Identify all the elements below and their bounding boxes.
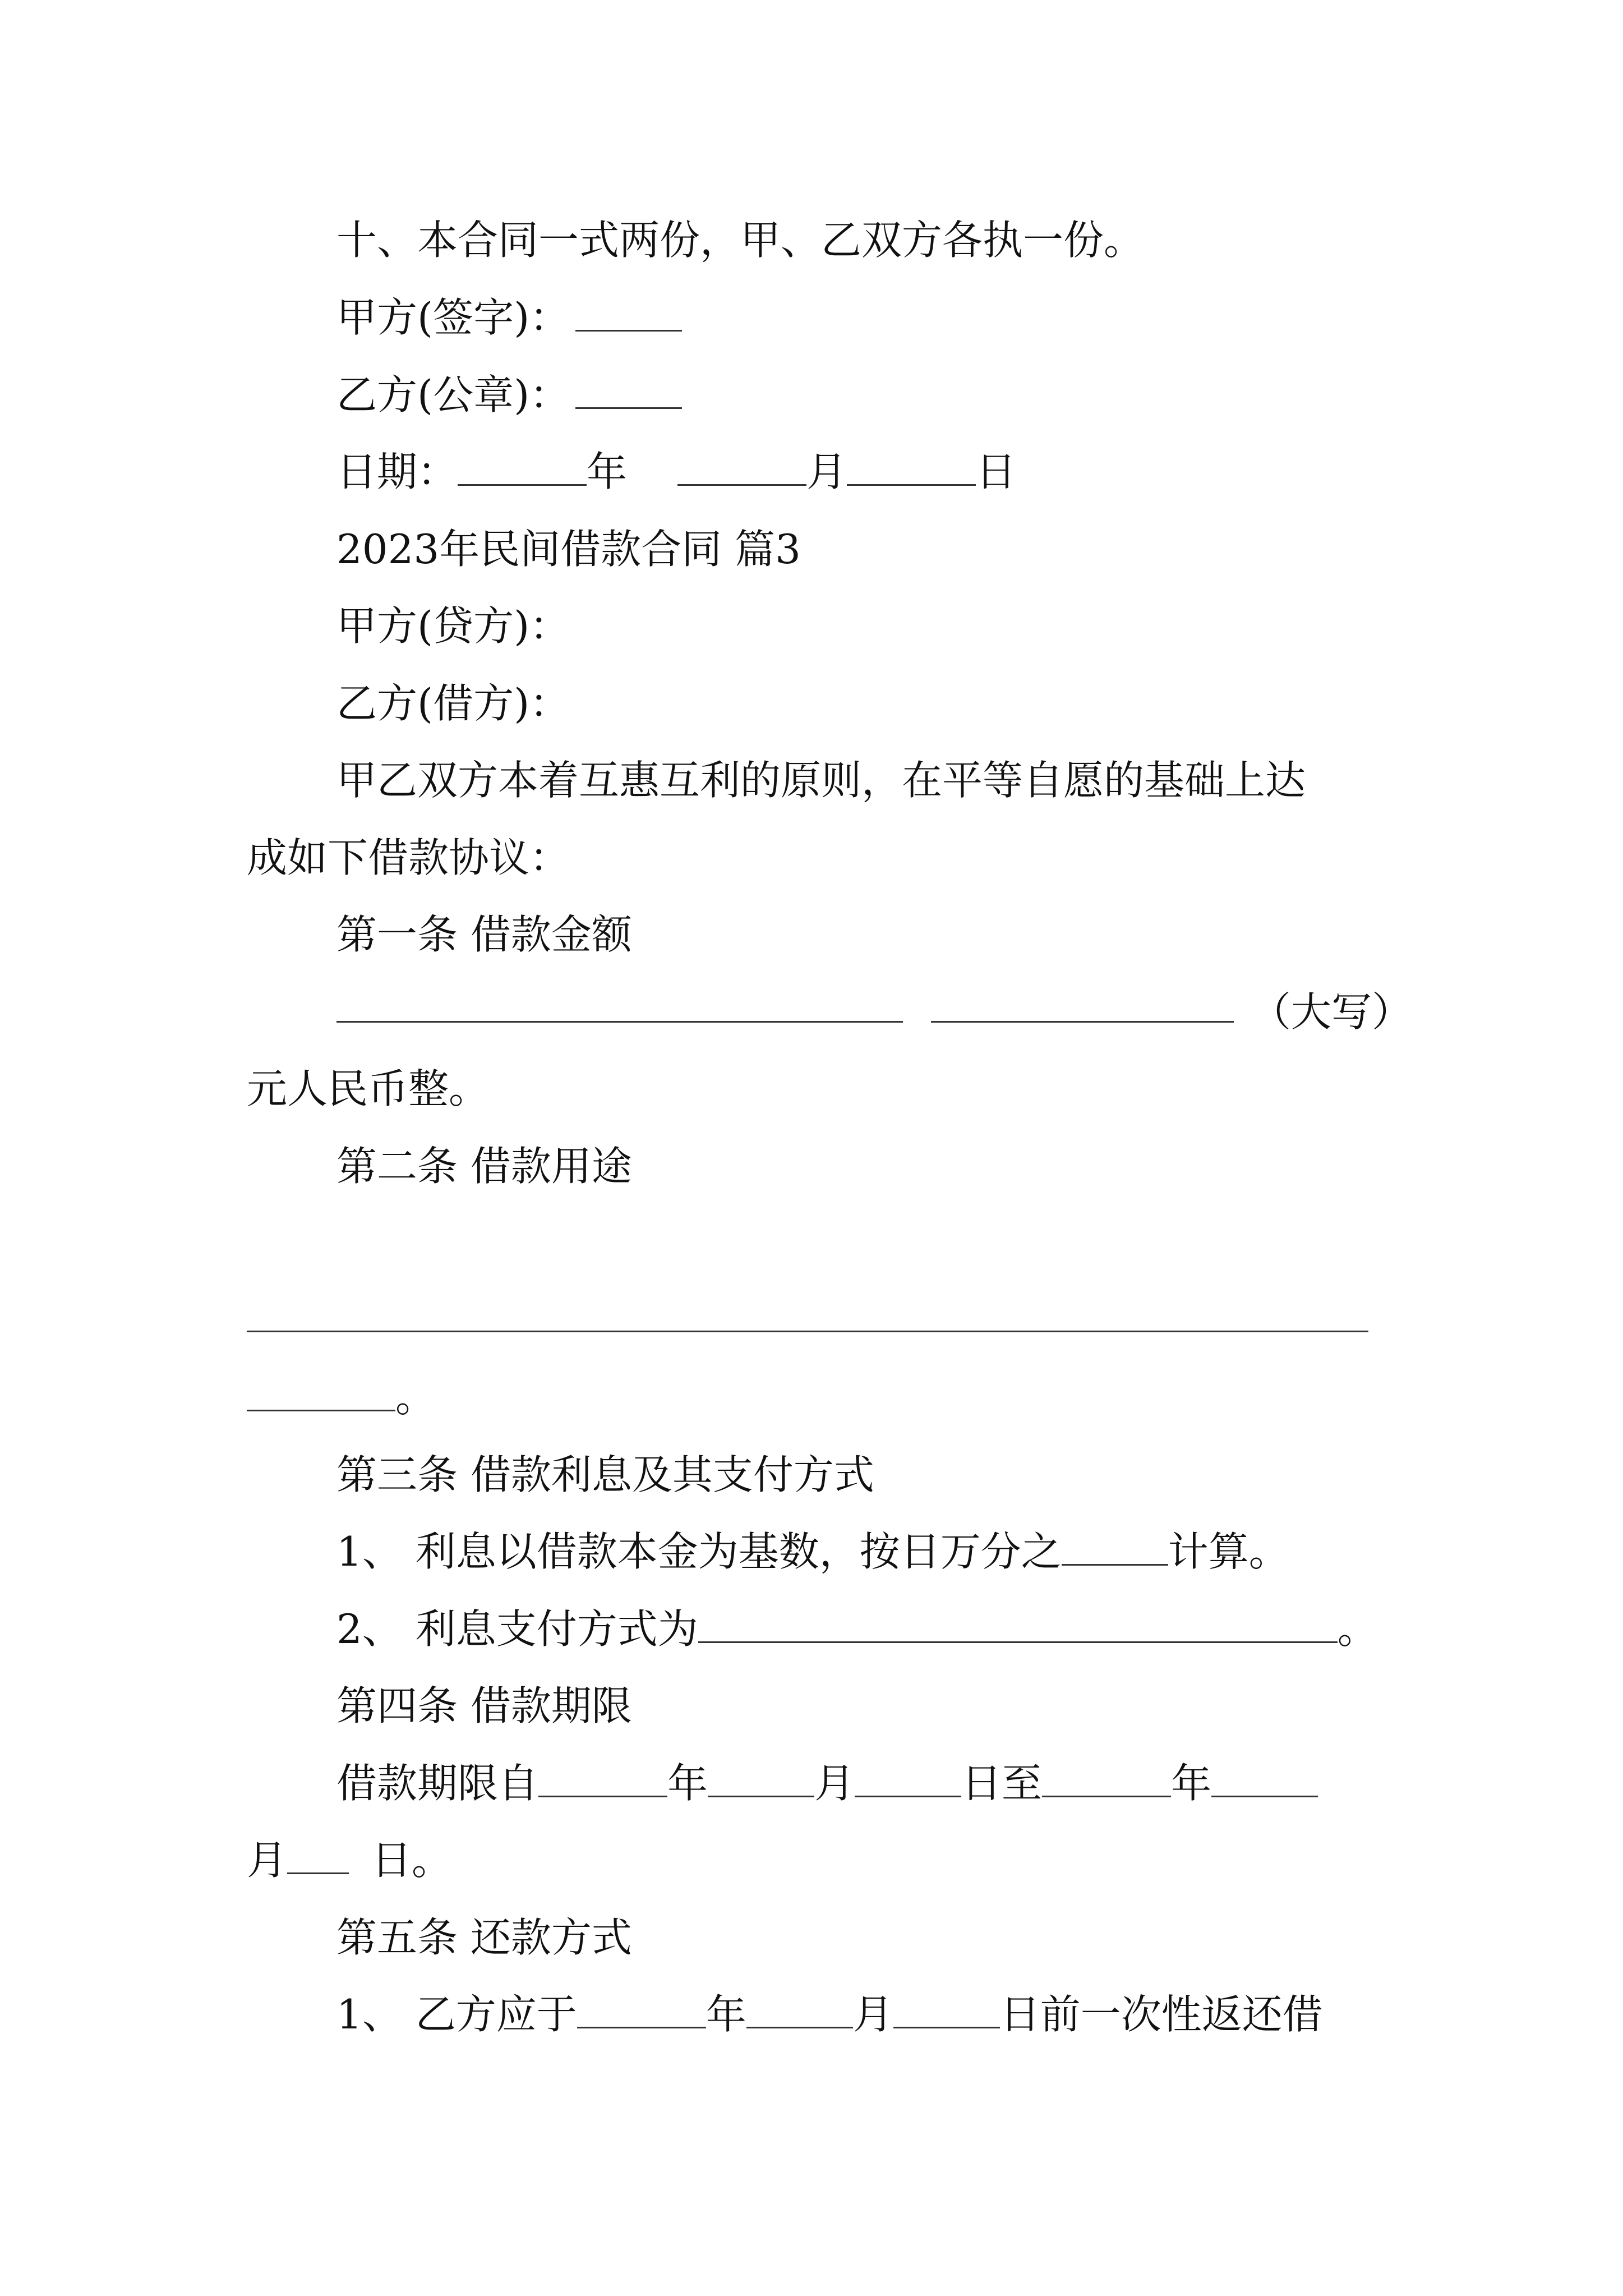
- borrower-line: [336, 677, 570, 730]
- repay-month-unit: 月: [852, 1991, 893, 2038]
- term-start-month-blank[interactable]: [708, 1761, 814, 1797]
- term-start-year-unit: 年: [667, 1760, 708, 1807]
- interest-rate-line: [336, 1525, 1289, 1579]
- article-three-text: 第三条 借款利息及其支付方式: [336, 1451, 874, 1498]
- term-end-year-unit: 年: [1171, 1760, 1212, 1807]
- interest-payment-text: 2、 利息支付方式为: [336, 1605, 698, 1653]
- date-year-blank[interactable]: [458, 449, 587, 486]
- clause-ten-text: 十、本合同一式两份，甲、乙双方各执一份。: [336, 217, 1145, 264]
- contract-title: [336, 522, 801, 576]
- interest-payment-blank[interactable]: [698, 1607, 1338, 1643]
- date-month-unit: 月: [806, 448, 847, 495]
- article-four-heading: [336, 1679, 632, 1733]
- contract-title-text: 2023年民间借款合同 篇3: [336, 526, 801, 573]
- loan-term-line-2: [247, 1833, 452, 1887]
- party-b-seal-line: [336, 368, 682, 422]
- article-one-heading: [336, 908, 632, 961]
- date-label: 日期：: [336, 448, 458, 495]
- term-start-day-blank[interactable]: [855, 1761, 961, 1797]
- party-a-signature-blank[interactable]: [575, 295, 682, 332]
- party-b-seal-label: 乙方(公章)：: [336, 371, 570, 418]
- interest-rate-blank[interactable]: [1062, 1529, 1168, 1566]
- currency-text: 元人民币整。: [247, 1065, 490, 1112]
- loan-purpose-end-line: [247, 1370, 436, 1424]
- term-end-day-blank[interactable]: [287, 1838, 349, 1874]
- repay-month-blank[interactable]: [746, 1992, 853, 2028]
- loan-term-from-label: 借款期限自: [336, 1760, 539, 1807]
- loan-amount-blank[interactable]: [336, 1021, 903, 1023]
- term-end-year-blank[interactable]: [1042, 1761, 1171, 1797]
- preamble-line-1: [336, 753, 1306, 807]
- party-b-seal-blank[interactable]: [575, 372, 682, 409]
- preamble-text-1: 甲乙双方本着互惠互利的原则，在平等自愿的基础上达: [336, 757, 1306, 804]
- loan-purpose-blank[interactable]: [247, 1331, 1368, 1332]
- date-day-blank[interactable]: [847, 449, 976, 486]
- loan-term-line-1: [336, 1756, 1318, 1810]
- term-end-day-unit: 日。: [371, 1837, 453, 1884]
- date-month-blank[interactable]: [677, 449, 806, 486]
- article-five-text: 第五条 还款方式: [336, 1914, 632, 1961]
- capital-note: [1251, 985, 1412, 1039]
- term-end-month-unit: 月: [247, 1837, 288, 1884]
- repay-year-unit: 年: [706, 1991, 746, 2038]
- repayment-line: [336, 1987, 1323, 2041]
- capital-note-text: （大写）: [1251, 988, 1413, 1036]
- interest-rate-text: 1、 利息以借款本金为基数，按日万分之: [336, 1528, 1062, 1575]
- repay-day-blank[interactable]: [893, 1992, 1000, 2028]
- term-end-month-blank[interactable]: [1211, 1761, 1318, 1797]
- term-start-day-unit: 日至: [961, 1760, 1043, 1807]
- repay-day-text: 日前一次性返还借: [999, 1991, 1323, 2038]
- article-one-text: 第一条 借款金额: [336, 911, 632, 958]
- borrower-label: 乙方(借方)：: [336, 680, 570, 727]
- date-day-unit: 日: [976, 448, 1017, 495]
- article-two-heading: [336, 1139, 632, 1193]
- date-line: [336, 445, 1016, 499]
- article-five-heading: [336, 1911, 632, 1964]
- term-start-month-unit: 月: [814, 1760, 855, 1807]
- preamble-line-2: [247, 831, 570, 885]
- article-three-heading: [336, 1448, 874, 1502]
- interest-rate-suffix: 计算。: [1168, 1528, 1289, 1575]
- repayment-text: 1、 乙方应于: [336, 1991, 577, 2038]
- party-a-signature-label: 甲方(签字)：: [336, 294, 570, 341]
- article-two-text: 第二条 借款用途: [336, 1143, 632, 1190]
- clause-ten-line: [336, 213, 1144, 267]
- repay-year-blank[interactable]: [577, 1992, 706, 2028]
- article-four-text: 第四条 借款期限: [336, 1682, 632, 1729]
- loan-purpose-blank-2[interactable]: [247, 1375, 395, 1411]
- loan-amount-words-blank[interactable]: [931, 1021, 1234, 1023]
- interest-payment-line: [336, 1602, 1378, 1656]
- loan-purpose-period: 。: [395, 1374, 436, 1421]
- party-a-signature-line: [336, 291, 682, 344]
- currency-line: [247, 1062, 489, 1116]
- lender-line: [336, 599, 570, 653]
- date-year-unit: 年: [587, 448, 628, 495]
- term-start-year-blank[interactable]: [538, 1761, 667, 1797]
- preamble-text-2: 成如下借款协议：: [247, 834, 570, 881]
- interest-payment-period: 。: [1337, 1605, 1378, 1653]
- lender-label: 甲方(贷方)：: [336, 602, 570, 650]
